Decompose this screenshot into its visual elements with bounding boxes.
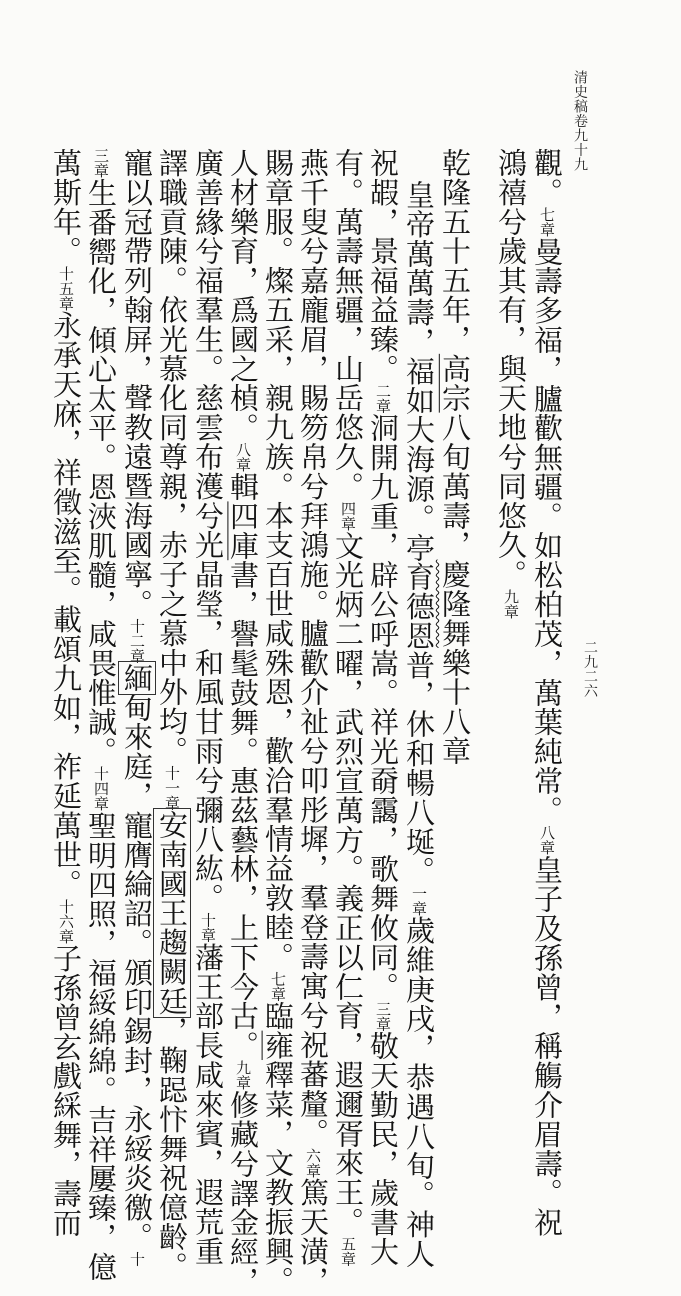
text-segment: 釋菜，文教振興。 [261,1060,295,1296]
text-column [261,148,295,1296]
text-segment: 聖明四照，福綏綿綿。吉祥屢臻，億 [84,811,118,1282]
text-segment: 觀。 [530,148,564,207]
chapter-marker: 五章 [339,1236,357,1267]
text-column [191,148,225,1266]
chapter-marker: 九章 [502,589,520,619]
text-segment: 高宗 [438,353,472,413]
chapter-marker: 十一章 [163,765,181,811]
text-segment: 四庫 [226,501,260,561]
text-segment: 輯 [226,472,260,502]
text-segment: 譯職貢陳。依光慕化同尊親，赤子之慕中外均。 [155,148,189,766]
text-column [155,148,189,1281]
text-segment: 鴻禧兮歲其有，與天地兮同悠久。 [494,148,528,589]
page-number: 二九二六 [582,640,598,698]
text-segment: 祝嘏，景福益臻。 [366,148,400,384]
chapter-marker: 六章 [304,1147,322,1178]
text-column [84,148,118,1282]
text-segment: 甸來庭，寵膺綸詔。頒印錫封，永綏炎徼。 [120,692,154,1252]
chapter-marker: 七章 [538,206,556,237]
chapter-marker: 四章 [339,500,357,531]
text-segment: 乾隆五十五年， [438,148,472,354]
text-segment: ，鞠跽忭舞祝億齡。 [155,1016,189,1281]
chapter-marker: 八章 [234,442,252,472]
chapter-marker: 十六章 [57,898,75,944]
text-segment: 文光炳二曜，武烈宣萬方。義正以仁育，遐邇胥來王。 [331,530,365,1237]
chapter-marker: 十 [128,1251,146,1267]
text-segment: 生番嚮化，傾心太平。恩浹肌髓，咸畏惟誠。 [84,178,118,766]
chapter-marker: 十五章 [57,265,75,311]
chapter-marker: 十二章 [128,618,146,664]
text-segment: 雍 [261,1030,295,1061]
text-column [402,180,436,1269]
text-column [530,148,564,1238]
book-title: 清史稿卷九十九 [572,70,588,172]
text-column [331,148,365,1267]
chapter-marker: 十四章 [92,766,110,811]
chapter-marker: 三章 [92,148,110,178]
chapter-marker: 二章 [374,383,392,414]
text-segment: 安南國王趨闕廷 [155,810,189,1017]
chapter-marker: 一章 [410,885,428,916]
text-segment: 人材樂育，爲國之楨。 [226,148,260,442]
text-segment: 載頌九如，祚延萬世。 [49,604,83,899]
text-column [49,148,83,1238]
text-segment: 萬斯年。 [49,148,83,266]
chapter-marker: 十章 [199,912,217,943]
text-column [226,148,260,1296]
chapter-marker: 七章 [269,971,287,1002]
text-segment: 賜章服。燦五采，親九族。本支百世咸殊恩，歡洽羣情益敦睦。 [261,148,295,972]
text-segment: 臨 [261,1001,295,1031]
text-segment: 藩王部長咸來賓，遐荒重 [191,942,225,1266]
text-segment: 曼壽多福，臚歡無疆。如松柏茂，萬葉純常。 [530,236,564,825]
text-segment: 敬天勤民，歲書大 [366,1031,400,1267]
text-segment: 寵以冠帶列翰屏，聲教遠暨海國寧。 [120,148,154,619]
text-segment: 皇子及孫曾，稱觴介眉壽。祝 [530,854,564,1238]
text-segment: 書，譽髦鼓舞。惠茲藝林，上下今古。 [226,560,260,1061]
chapter-marker: 八章 [538,824,556,855]
text-segment: 有。萬壽無疆，山岳悠久。 [331,148,365,501]
chapter-marker: 九章 [234,1060,252,1091]
text-column [296,148,330,1296]
text-segment: 篤天潢， [296,1177,330,1296]
text-segment: 洞開九重，辟公呼嵩。祥光奣靄，歌舞攸同。 [366,413,400,1002]
text-segment: 樂十八章 [438,647,472,766]
text-segment: 緬 [120,663,154,693]
text-segment: 修藏兮譯金經， [226,1090,260,1296]
text-segment: 燕千叟兮嘉龐眉，賜笏帛兮拜鴻施。臚歡介祉兮叩彤墀，羣登壽寓兮祝蕃釐。 [296,148,330,1148]
text-segment: 子孫曾玄戲綵舞，壽而 [49,943,83,1238]
text-segment: 歲維庚戌，恭遇八旬。神人 [402,915,436,1269]
text-segment: 八旬萬壽， [438,412,472,560]
text-segment: 廣善緣兮福羣生。慈雲布濩兮光晶瑩，和風甘雨兮彌八紘。 [191,148,225,913]
text-segment: 慶隆舞 [438,559,472,648]
text-column [494,148,528,980]
chapter-marker: 三章 [374,1001,392,1032]
text-column [120,148,154,1267]
text-segment: 永承天庥，祥徵滋至。 [49,310,83,605]
text-column [366,148,400,1267]
text-column [438,148,472,980]
text-segment: 皇帝萬萬壽，福如大海源。亭育德恩普，休和暢八埏。 [402,180,436,886]
